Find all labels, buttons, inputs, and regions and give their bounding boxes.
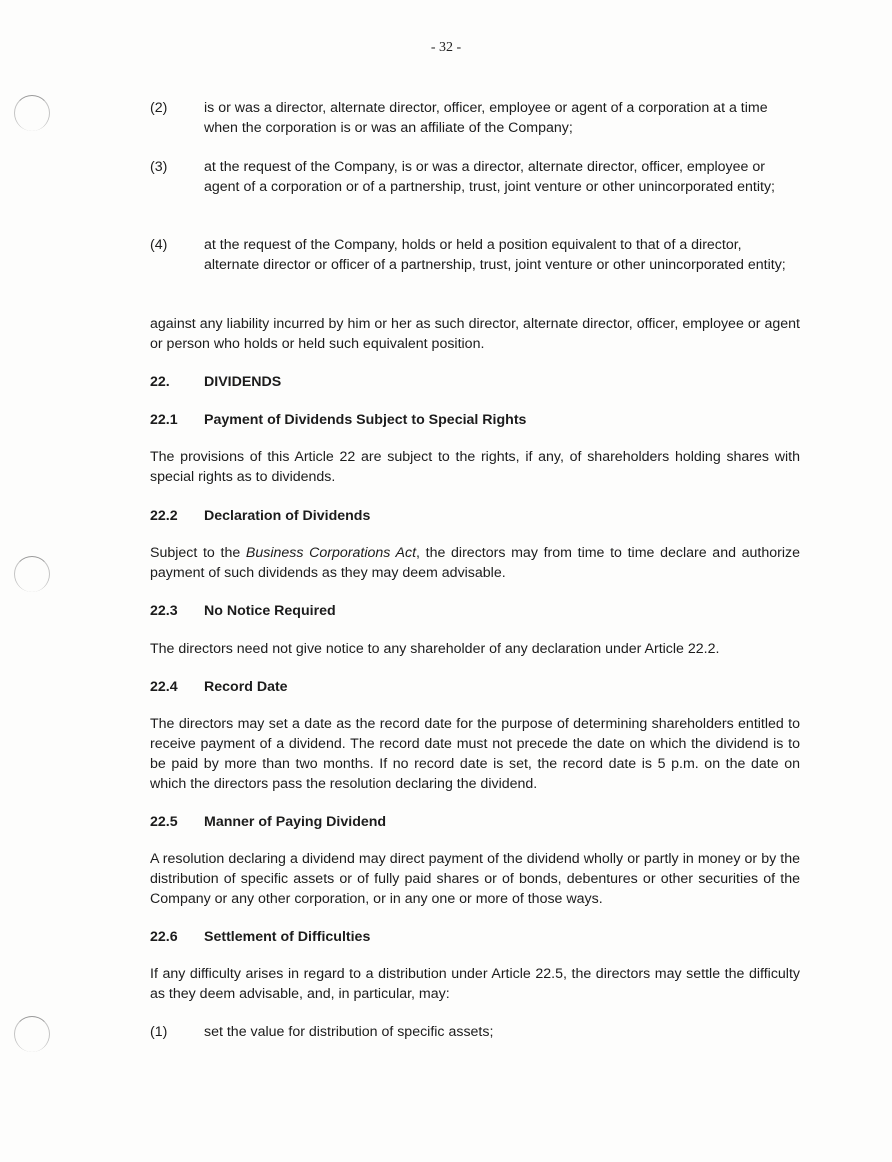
section-body: If any difficulty arises in regard to a distribution under Article 22.5, the directors may settle the difficulty as they deem advisable, and, in particular, may: [150, 966, 800, 1002]
list-item-text: set the value for distribution of specific assets; [204, 1024, 494, 1040]
section-title: Record Date [204, 679, 288, 695]
punch-hole-mark [14, 556, 50, 592]
section-title: No Notice Required [204, 603, 336, 619]
article-title: DIVIDENDS [204, 374, 282, 390]
section-number: 22.3 [150, 603, 178, 619]
section-title: Declaration of Dividends [204, 508, 371, 524]
list-item-text: at the request of the Company, is or was a director, alternate director, officer, employee or agent of a corporation or of a partnership, trust, joint venture or other unincorporated entity; [204, 159, 775, 195]
section-title: Settlement of Difficulties [204, 929, 371, 945]
list-item-number: (2) [150, 100, 168, 116]
section-body: The directors need not give notice to any shareholder of any declaration under Article 22.2. [150, 641, 720, 657]
section-heading [150, 410, 800, 430]
section-number: 22.2 [150, 508, 178, 524]
punch-hole-mark [14, 1016, 50, 1052]
list-item-text: is or was a director, alternate director, officer, employee or agent of a corporation at a time when the corporation is or was an affiliate of the Company; [204, 100, 768, 136]
list-item-text: at the request of the Company, holds or held a position equivalent to that of a director, alternate director or officer of a partnership, trust, joint venture or other unincorporated entity; [204, 237, 786, 273]
article-number: 22. [150, 374, 170, 390]
list-item-number: (4) [150, 237, 168, 253]
list-item [150, 98, 800, 138]
section-heading [150, 677, 800, 697]
section-body [150, 543, 800, 583]
section-body: A resolution declaring a dividend may direct payment of the dividend wholly or partly in money or by the distribution of specific assets or of fully paid shares or of bonds, debentures or other securities of the Company or any other corporation, or in any one or more of those ways. [150, 851, 800, 907]
act-name: Business Corporations Act [245, 545, 417, 561]
list-item-number: (1) [150, 1024, 168, 1040]
list-item-number: (3) [150, 159, 168, 175]
article-heading [150, 372, 800, 392]
list-item [150, 157, 800, 197]
section-body-suffix: , the directors may from time to time declare and authorize payment of such dividends as they may deem advisable. [150, 545, 801, 581]
section-body: The directors may set a date as the record date for the purpose of determining shareholders entitled to receive payment of a dividend. The record date must not precede the date on which the dividend is to be paid by more than two months. If no record date is set, the record date is 5 p.m. on the date on which the directors pass the resolution declaring the dividend. [150, 716, 800, 792]
section-heading [150, 927, 800, 947]
page-number: - 32 - [430, 40, 462, 55]
section-number: 22.6 [150, 929, 178, 945]
section-number: 22.1 [150, 412, 178, 428]
section-number: 22.4 [150, 679, 178, 695]
section-title: Manner of Paying Dividend [204, 814, 387, 830]
list-item [150, 235, 800, 275]
section-title: Payment of Dividends Subject to Special Rights [204, 412, 527, 428]
section-heading [150, 601, 800, 621]
closing-paragraph: against any liability incurred by him or her as such director, alternate director, officer, employee or agent or person who holds or held such equivalent position. [150, 316, 800, 352]
section-body: The provisions of this Article 22 are subject to the rights, if any, of shareholders holding shares with special rights as to dividends. [150, 449, 800, 485]
section-heading [150, 506, 800, 526]
punch-hole-mark [14, 95, 50, 131]
section-body-prefix: Subject to the [150, 545, 246, 561]
section-number: 22.5 [150, 814, 178, 830]
section-heading [150, 812, 800, 832]
list-item [150, 1022, 800, 1042]
